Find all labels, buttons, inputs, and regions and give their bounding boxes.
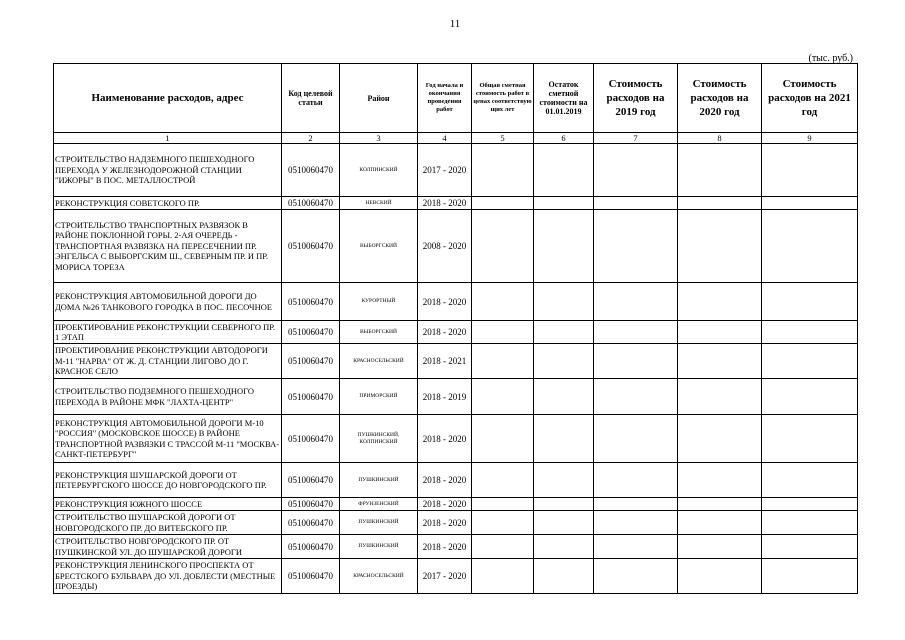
cost-2019-cell: [594, 144, 678, 197]
total-cost-cell: [472, 559, 534, 594]
cost-2020-cell: [678, 498, 762, 511]
expense-name: РЕКОНСТРУКЦИЯ ЛЕНИНСКОГО ПРОСПЕКТА ОТ БРЕСТСКОГО БУЛЬВАРА ДО УЛ. ДОБЛЕСТИ (МЕСТНЫЕ ПРОЕЗДЫ): [54, 559, 282, 594]
table-row: [54, 498, 858, 511]
page-number: 11: [449, 18, 461, 30]
target-code: 0510060470: [282, 283, 340, 321]
district: КРАСНОСЕЛЬСКИЙ: [340, 344, 418, 379]
total-cost-cell: [472, 415, 534, 463]
total-cost-cell: [472, 197, 534, 210]
cost-2019-cell: [594, 210, 678, 283]
cost-2021-cell: [762, 511, 858, 535]
expense-name: СТРОИТЕЛЬСТВО ТРАНСПОРТНЫХ РАЗВЯЗОК В РАЙОНЕ ПОКЛОННОЙ ГОРЫ. 2-АЯ ОЧЕРЕДЬ - ТРАНСПОРТНАЯ РАЗВЯЗКА НА ПЕРЕСЕЧЕНИИ ПР. ЭНГЕЛЬСА С ВЫБОРГСКИМ Ш., СЕВЕРНЫМ ПР. И ПР. МОРИСА ТОРЕЗА: [54, 210, 282, 283]
work-years: 2018 - 2021: [418, 344, 472, 379]
table-row: [54, 535, 858, 559]
cost-2019-cell: [594, 321, 678, 344]
table-row: [54, 379, 858, 415]
work-years: 2018 - 2020: [418, 283, 472, 321]
table-row: [54, 321, 858, 344]
cost-2019-cell: [594, 283, 678, 321]
remaining-cost-cell: [534, 463, 594, 498]
work-years: 2017 - 2020: [418, 144, 472, 197]
cost-2020-cell: [678, 511, 762, 535]
cost-2019-cell: [594, 463, 678, 498]
header-remaining-cost: Остаток сметной стоимости на 01.01.2019: [534, 64, 594, 133]
work-years: 2017 - 2020: [418, 559, 472, 594]
work-years: 2018 - 2020: [418, 463, 472, 498]
total-cost-cell: [472, 210, 534, 283]
district: КОЛПИНСКИЙ: [340, 144, 418, 197]
district: ПУШКИНСКИЙ: [340, 463, 418, 498]
expense-name: СТРОИТЕЛЬСТВО НАДЗЕМНОГО ПЕШЕХОДНОГО ПЕРЕХОДА У ЖЕЛЕЗНОДОРОЖНОЙ СТАНЦИИ "ИЖОРЫ" В ПОС. МЕТАЛЛОСТРОЙ: [54, 144, 282, 197]
expense-name: СТРОИТЕЛЬСТВО ШУШАРСКОЙ ДОРОГИ ОТ НОВГОРОДСКОГО ПР. ДО ВИТЕБСКОГО ПР.: [54, 511, 282, 535]
cost-2020-cell: [678, 344, 762, 379]
cost-2020-cell: [678, 210, 762, 283]
header-years: Год начала и окончания проведения работ: [418, 64, 472, 133]
table-row: [54, 197, 858, 210]
column-number: 1: [54, 133, 282, 144]
cost-2020-cell: [678, 463, 762, 498]
work-years: 2018 - 2020: [418, 535, 472, 559]
cost-2021-cell: [762, 498, 858, 511]
target-code: 0510060470: [282, 511, 340, 535]
remaining-cost-cell: [534, 344, 594, 379]
district: ПУШКИНСКИЙ: [340, 535, 418, 559]
total-cost-cell: [472, 511, 534, 535]
header-cost-2019: Стоимость расходов на 2019 год: [594, 64, 678, 133]
header-district: Район: [340, 64, 418, 133]
column-number: 3: [340, 133, 418, 144]
table-row: [54, 511, 858, 535]
target-code: 0510060470: [282, 535, 340, 559]
cost-2020-cell: [678, 144, 762, 197]
total-cost-cell: [472, 144, 534, 197]
total-cost-cell: [472, 535, 534, 559]
remaining-cost-cell: [534, 321, 594, 344]
target-code: 0510060470: [282, 415, 340, 463]
expense-name: СТРОИТЕЛЬСТВО НОВГОРОДСКОГО ПР. ОТ ПУШКИНСКОЙ УЛ. ДО ШУШАРСКОЙ ДОРОГИ: [54, 535, 282, 559]
cost-2019-cell: [594, 344, 678, 379]
target-code: 0510060470: [282, 321, 340, 344]
column-number: 8: [678, 133, 762, 144]
remaining-cost-cell: [534, 535, 594, 559]
total-cost-cell: [472, 283, 534, 321]
column-number: 4: [418, 133, 472, 144]
header-name: Наименование расходов, адрес: [54, 64, 282, 133]
cost-2021-cell: [762, 144, 858, 197]
cost-2020-cell: [678, 415, 762, 463]
district: НЕВСКИЙ: [340, 197, 418, 210]
remaining-cost-cell: [534, 210, 594, 283]
target-code: 0510060470: [282, 498, 340, 511]
cost-2021-cell: [762, 197, 858, 210]
expense-name: ПРОЕКТИРОВАНИЕ РЕКОНСТРУКЦИИ СЕВЕРНОГО ПР. 1 ЭТАП: [54, 321, 282, 344]
units-label: (тыс. руб.): [808, 53, 853, 64]
header-total-cost: Общая сметная стоимость работ в ценах соответствую щих лет: [472, 64, 534, 133]
district: ПРИМОРСКИЙ: [340, 379, 418, 415]
remaining-cost-cell: [534, 379, 594, 415]
column-number-row: [54, 133, 858, 144]
cost-2019-cell: [594, 511, 678, 535]
cost-2021-cell: [762, 535, 858, 559]
district: ВЫБОРГСКИЙ: [340, 210, 418, 283]
cost-2019-cell: [594, 498, 678, 511]
cost-2021-cell: [762, 344, 858, 379]
cost-2020-cell: [678, 197, 762, 210]
table-row: [54, 210, 858, 283]
table-row: [54, 559, 858, 594]
expense-name: РЕКОНСТРУКЦИЯ ЮЖНОГО ШОССЕ: [54, 498, 282, 511]
remaining-cost-cell: [534, 511, 594, 535]
total-cost-cell: [472, 498, 534, 511]
cost-2020-cell: [678, 559, 762, 594]
expense-name: СТРОИТЕЛЬСТВО ПОДЗЕМНОГО ПЕШЕХОДНОГО ПЕРЕХОДА В РАЙОНЕ МФК "ЛАХТА-ЦЕНТР": [54, 379, 282, 415]
work-years: 2018 - 2020: [418, 197, 472, 210]
work-years: 2018 - 2019: [418, 379, 472, 415]
expense-name: РЕКОНСТРУКЦИЯ СОВЕТСКОГО ПР.: [54, 197, 282, 210]
district: ВЫБОРГСКИЙ: [340, 321, 418, 344]
remaining-cost-cell: [534, 197, 594, 210]
work-years: 2018 - 2020: [418, 415, 472, 463]
cost-2020-cell: [678, 283, 762, 321]
column-number: 5: [472, 133, 534, 144]
target-code: 0510060470: [282, 197, 340, 210]
target-code: 0510060470: [282, 379, 340, 415]
header-cost-2020: Стоимость расходов на 2020 год: [678, 64, 762, 133]
expense-name: РЕКОНСТРУКЦИЯ АВТОМОБИЛЬНОЙ ДОРОГИ М-10 "РОССИЯ" (МОСКОВСКОЕ ШОССЕ) В РАЙОНЕ ТРАНСПОРТНОЙ РАЗВЯЗКИ С ТРАССОЙ М-11 "МОСКВА-САНКТ-ПЕТЕРБУРГ": [54, 415, 282, 463]
district: КРАСНОСЕЛЬСКИЙ: [340, 559, 418, 594]
district: ПУШКИНСКИЙ, КОЛПИНСКИЙ: [340, 415, 418, 463]
column-number: 6: [534, 133, 594, 144]
target-code: 0510060470: [282, 210, 340, 283]
remaining-cost-cell: [534, 498, 594, 511]
expense-name: РЕКОНСТРУКЦИЯ АВТОМОБИЛЬНОЙ ДОРОГИ ДО ДОМА №26 ТАНКОВОГО ГОРОДКА В ПОС. ПЕСОЧНОЕ: [54, 283, 282, 321]
cost-2021-cell: [762, 283, 858, 321]
work-years: 2018 - 2020: [418, 321, 472, 344]
table-row: [54, 463, 858, 498]
cost-2020-cell: [678, 535, 762, 559]
cost-2020-cell: [678, 379, 762, 415]
cost-2021-cell: [762, 321, 858, 344]
cost-2021-cell: [762, 559, 858, 594]
cost-2019-cell: [594, 559, 678, 594]
remaining-cost-cell: [534, 283, 594, 321]
remaining-cost-cell: [534, 144, 594, 197]
table-row: [54, 344, 858, 379]
remaining-cost-cell: [534, 415, 594, 463]
cost-2021-cell: [762, 415, 858, 463]
expense-name: РЕКОНСТРУКЦИЯ ШУШАРСКОЙ ДОРОГИ ОТ ПЕТЕРБУРГСКОГО ШОССЕ ДО НОВГОРОДСКОГО ПР.: [54, 463, 282, 498]
district: ФРУНЗЕНСКИЙ: [340, 498, 418, 511]
header-row: [54, 64, 858, 133]
total-cost-cell: [472, 463, 534, 498]
target-code: 0510060470: [282, 144, 340, 197]
expense-name: ПРОЕКТИРОВАНИЕ РЕКОНСТРУКЦИИ АВТОДОРОГИ М-11 "НАРВА" ОТ Ж. Д. СТАНЦИИ ЛИГОВО ДО Г. КРАСНОЕ СЕЛО: [54, 344, 282, 379]
cost-2019-cell: [594, 415, 678, 463]
target-code: 0510060470: [282, 344, 340, 379]
cost-2019-cell: [594, 379, 678, 415]
cost-2021-cell: [762, 210, 858, 283]
district: ПУШКИНСКИЙ: [340, 511, 418, 535]
target-code: 0510060470: [282, 463, 340, 498]
table-row: [54, 283, 858, 321]
cost-2021-cell: [762, 463, 858, 498]
target-code: 0510060470: [282, 559, 340, 594]
table-row: [54, 144, 858, 197]
work-years: 2018 - 2020: [418, 511, 472, 535]
district: КУРОРТНЫЙ: [340, 283, 418, 321]
cost-2020-cell: [678, 321, 762, 344]
cost-2019-cell: [594, 197, 678, 210]
total-cost-cell: [472, 344, 534, 379]
remaining-cost-cell: [534, 559, 594, 594]
column-number: 2: [282, 133, 340, 144]
total-cost-cell: [472, 379, 534, 415]
column-number: 9: [762, 133, 858, 144]
expenditure-table: [53, 63, 858, 594]
column-number: 7: [594, 133, 678, 144]
work-years: 2008 - 2020: [418, 210, 472, 283]
table-row: [54, 415, 858, 463]
header-code: Код целевой статьи: [282, 64, 340, 133]
work-years: 2018 - 2020: [418, 498, 472, 511]
cost-2021-cell: [762, 379, 858, 415]
header-cost-2021: Стоимость расходов на 2021 год: [762, 64, 858, 133]
cost-2019-cell: [594, 535, 678, 559]
total-cost-cell: [472, 321, 534, 344]
